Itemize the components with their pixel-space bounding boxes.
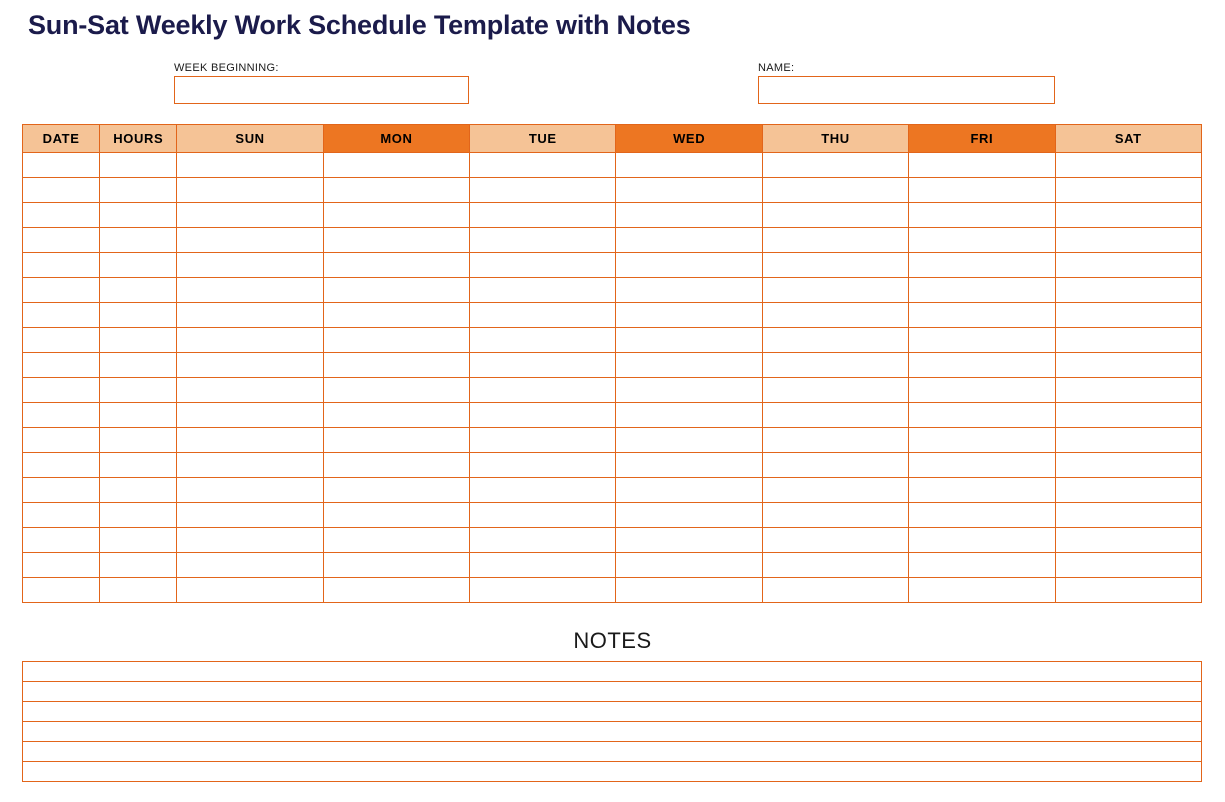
schedule-cell[interactable]	[1055, 153, 1201, 178]
schedule-cell[interactable]	[909, 303, 1055, 328]
schedule-cell[interactable]	[323, 253, 469, 278]
schedule-cell[interactable]	[23, 153, 100, 178]
notes-table-wrapper	[22, 661, 1202, 782]
notes-row	[23, 722, 1202, 742]
schedule-cell[interactable]	[470, 578, 616, 603]
schedule-cell[interactable]	[616, 303, 762, 328]
schedule-cell[interactable]	[909, 353, 1055, 378]
schedule-cell[interactable]	[762, 503, 908, 528]
schedule-cell[interactable]	[616, 428, 762, 453]
schedule-cell[interactable]	[1055, 203, 1201, 228]
schedule-cell[interactable]	[616, 403, 762, 428]
schedule-cell[interactable]	[323, 378, 469, 403]
schedule-cell[interactable]	[323, 503, 469, 528]
schedule-cell[interactable]	[100, 203, 177, 228]
schedule-header-row	[23, 125, 1202, 153]
schedule-cell[interactable]	[323, 553, 469, 578]
schedule-body	[23, 153, 1202, 603]
column-header-wed: WED	[616, 125, 762, 153]
schedule-cell[interactable]	[100, 453, 177, 478]
schedule-cell[interactable]	[100, 278, 177, 303]
schedule-cell[interactable]	[177, 453, 323, 478]
schedule-cell[interactable]	[909, 228, 1055, 253]
schedule-cell[interactable]	[616, 228, 762, 253]
notes-row	[23, 662, 1202, 682]
schedule-cell[interactable]	[470, 353, 616, 378]
schedule-cell[interactable]	[23, 178, 100, 203]
schedule-cell[interactable]	[616, 178, 762, 203]
schedule-cell[interactable]	[909, 478, 1055, 503]
schedule-cell[interactable]	[1055, 378, 1201, 403]
schedule-cell[interactable]	[323, 153, 469, 178]
schedule-cell[interactable]	[762, 353, 908, 378]
schedule-cell[interactable]	[470, 253, 616, 278]
schedule-cell[interactable]	[909, 153, 1055, 178]
notes-line[interactable]	[23, 742, 1202, 762]
schedule-cell[interactable]	[177, 353, 323, 378]
schedule-cell[interactable]	[616, 453, 762, 478]
schedule-cell[interactable]	[470, 303, 616, 328]
schedule-cell[interactable]	[100, 528, 177, 553]
notes-row	[23, 702, 1202, 722]
schedule-cell[interactable]	[177, 553, 323, 578]
schedule-cell[interactable]	[23, 328, 100, 353]
schedule-cell[interactable]	[909, 428, 1055, 453]
column-header-sat: SAT	[1055, 125, 1201, 153]
schedule-cell[interactable]	[616, 203, 762, 228]
table-row	[23, 553, 1202, 578]
table-row	[23, 528, 1202, 553]
schedule-cell[interactable]	[909, 503, 1055, 528]
schedule-cell[interactable]	[323, 228, 469, 253]
schedule-cell[interactable]	[177, 253, 323, 278]
schedule-cell[interactable]	[23, 528, 100, 553]
notes-body	[23, 662, 1202, 782]
schedule-cell[interactable]	[23, 253, 100, 278]
schedule-cell[interactable]	[909, 578, 1055, 603]
schedule-cell[interactable]	[23, 203, 100, 228]
schedule-cell[interactable]	[909, 278, 1055, 303]
column-header-date: DATE	[23, 125, 100, 153]
schedule-cell[interactable]	[23, 353, 100, 378]
schedule-cell[interactable]	[177, 403, 323, 428]
schedule-cell[interactable]	[1055, 528, 1201, 553]
schedule-cell[interactable]	[23, 503, 100, 528]
schedule-cell[interactable]	[762, 178, 908, 203]
schedule-cell[interactable]	[23, 453, 100, 478]
schedule-cell[interactable]	[909, 528, 1055, 553]
schedule-cell[interactable]	[762, 528, 908, 553]
schedule-cell[interactable]	[323, 478, 469, 503]
schedule-cell[interactable]	[23, 278, 100, 303]
schedule-cell[interactable]	[23, 553, 100, 578]
schedule-cell[interactable]	[323, 278, 469, 303]
schedule-cell[interactable]	[1055, 228, 1201, 253]
schedule-cell[interactable]	[909, 253, 1055, 278]
schedule-cell[interactable]	[616, 353, 762, 378]
schedule-cell[interactable]	[177, 303, 323, 328]
schedule-cell[interactable]	[100, 303, 177, 328]
week-beginning-field	[174, 62, 469, 104]
schedule-cell[interactable]	[100, 153, 177, 178]
schedule-cell[interactable]	[762, 153, 908, 178]
schedule-cell[interactable]	[470, 153, 616, 178]
table-row	[23, 328, 1202, 353]
column-header-mon: MON	[323, 125, 469, 153]
notes-heading: NOTES	[573, 628, 652, 653]
schedule-cell[interactable]	[470, 478, 616, 503]
schedule-cell[interactable]	[100, 403, 177, 428]
schedule-cell[interactable]	[23, 428, 100, 453]
table-row	[23, 303, 1202, 328]
schedule-cell[interactable]	[616, 528, 762, 553]
schedule-cell[interactable]	[1055, 278, 1201, 303]
notes-line[interactable]	[23, 662, 1202, 682]
schedule-cell[interactable]	[616, 478, 762, 503]
schedule-cell[interactable]	[1055, 453, 1201, 478]
table-row	[23, 228, 1202, 253]
schedule-cell[interactable]	[470, 553, 616, 578]
schedule-cell[interactable]	[177, 278, 323, 303]
schedule-cell[interactable]	[23, 303, 100, 328]
table-row	[23, 353, 1202, 378]
schedule-cell[interactable]	[616, 153, 762, 178]
schedule-cell[interactable]	[470, 528, 616, 553]
table-row	[23, 478, 1202, 503]
schedule-cell[interactable]	[616, 378, 762, 403]
column-header-fri: FRI	[909, 125, 1055, 153]
column-header-hours: HOURS	[100, 125, 177, 153]
schedule-cell[interactable]	[909, 178, 1055, 203]
schedule-cell[interactable]	[177, 503, 323, 528]
schedule-cell[interactable]	[323, 578, 469, 603]
schedule-cell[interactable]	[616, 253, 762, 278]
schedule-cell[interactable]	[100, 478, 177, 503]
schedule-cell[interactable]	[100, 353, 177, 378]
schedule-cell[interactable]	[177, 228, 323, 253]
schedule-cell[interactable]	[323, 203, 469, 228]
schedule-cell[interactable]	[323, 303, 469, 328]
schedule-cell[interactable]	[100, 553, 177, 578]
column-header-tue: TUE	[470, 125, 616, 153]
schedule-cell[interactable]	[470, 203, 616, 228]
schedule-cell[interactable]	[762, 303, 908, 328]
table-row	[23, 253, 1202, 278]
schedule-cell[interactable]	[470, 228, 616, 253]
schedule-cell[interactable]	[762, 378, 908, 403]
schedule-cell[interactable]	[100, 578, 177, 603]
schedule-cell[interactable]	[470, 178, 616, 203]
page-title: Sun-Sat Weekly Work Schedule Template with Notes	[28, 10, 691, 40]
schedule-cell[interactable]	[762, 203, 908, 228]
schedule-cell[interactable]	[177, 428, 323, 453]
schedule-cell[interactable]	[762, 578, 908, 603]
name-input[interactable]	[758, 76, 1055, 104]
schedule-cell[interactable]	[177, 203, 323, 228]
table-row	[23, 403, 1202, 428]
schedule-cell[interactable]	[100, 428, 177, 453]
schedule-cell[interactable]	[23, 578, 100, 603]
schedule-cell[interactable]	[100, 503, 177, 528]
notes-line[interactable]	[23, 682, 1202, 702]
column-header-sun: SUN	[177, 125, 323, 153]
schedule-cell[interactable]	[470, 403, 616, 428]
schedule-cell[interactable]	[323, 353, 469, 378]
notes-line[interactable]	[23, 762, 1202, 782]
schedule-cell[interactable]	[177, 378, 323, 403]
schedule-cell[interactable]	[470, 453, 616, 478]
schedule-cell[interactable]	[909, 378, 1055, 403]
schedule-cell[interactable]	[177, 328, 323, 353]
schedule-cell[interactable]	[909, 453, 1055, 478]
schedule-cell[interactable]	[1055, 253, 1201, 278]
schedule-cell[interactable]	[323, 453, 469, 478]
schedule-cell[interactable]	[1055, 578, 1201, 603]
schedule-cell[interactable]	[616, 278, 762, 303]
column-header-thu: THU	[762, 125, 908, 153]
schedule-cell[interactable]	[470, 328, 616, 353]
schedule-cell[interactable]	[1055, 478, 1201, 503]
schedule-cell[interactable]	[177, 153, 323, 178]
schedule-cell[interactable]	[909, 203, 1055, 228]
schedule-cell[interactable]	[1055, 428, 1201, 453]
schedule-cell[interactable]	[177, 478, 323, 503]
schedule-cell[interactable]	[1055, 503, 1201, 528]
table-row	[23, 378, 1202, 403]
notes-line[interactable]	[23, 702, 1202, 722]
schedule-cell[interactable]	[23, 228, 100, 253]
schedule-cell[interactable]	[909, 403, 1055, 428]
schedule-cell[interactable]	[177, 178, 323, 203]
schedule-cell[interactable]	[470, 503, 616, 528]
schedule-cell[interactable]	[762, 228, 908, 253]
schedule-cell[interactable]	[323, 328, 469, 353]
schedule-cell[interactable]	[100, 178, 177, 203]
schedule-cell[interactable]	[762, 328, 908, 353]
table-row	[23, 503, 1202, 528]
schedule-cell[interactable]	[762, 553, 908, 578]
schedule-cell[interactable]	[23, 478, 100, 503]
schedule-cell[interactable]	[470, 428, 616, 453]
schedule-cell[interactable]	[616, 328, 762, 353]
name-field	[758, 62, 1055, 104]
schedule-cell[interactable]	[100, 378, 177, 403]
schedule-cell[interactable]	[1055, 353, 1201, 378]
schedule-cell[interactable]	[1055, 553, 1201, 578]
schedule-cell[interactable]	[323, 403, 469, 428]
schedule-cell[interactable]	[1055, 178, 1201, 203]
schedule-cell[interactable]	[100, 328, 177, 353]
table-row	[23, 153, 1202, 178]
schedule-cell[interactable]	[1055, 328, 1201, 353]
notes-table	[22, 661, 1202, 782]
schedule-cell[interactable]	[616, 503, 762, 528]
schedule-cell[interactable]	[1055, 303, 1201, 328]
table-row	[23, 453, 1202, 478]
table-row	[23, 203, 1202, 228]
schedule-cell[interactable]	[616, 553, 762, 578]
schedule-cell[interactable]	[762, 278, 908, 303]
notes-row	[23, 762, 1202, 782]
schedule-cell[interactable]	[100, 228, 177, 253]
table-row	[23, 428, 1202, 453]
schedule-table	[22, 124, 1202, 603]
schedule-cell[interactable]	[1055, 403, 1201, 428]
notes-row	[23, 682, 1202, 702]
schedule-cell[interactable]	[909, 553, 1055, 578]
notes-line[interactable]	[23, 722, 1202, 742]
schedule-cell[interactable]	[323, 178, 469, 203]
schedule-cell[interactable]	[100, 253, 177, 278]
schedule-cell[interactable]	[762, 428, 908, 453]
schedule-cell[interactable]	[23, 378, 100, 403]
schedule-cell[interactable]	[909, 328, 1055, 353]
name-label: NAME:	[758, 62, 795, 74]
table-row	[23, 178, 1202, 203]
schedule-cell[interactable]	[762, 253, 908, 278]
schedule-cell[interactable]	[470, 278, 616, 303]
schedule-cell[interactable]	[177, 528, 323, 553]
table-row	[23, 578, 1202, 603]
schedule-cell[interactable]	[323, 428, 469, 453]
schedule-cell[interactable]	[23, 403, 100, 428]
schedule-cell[interactable]	[762, 478, 908, 503]
table-row	[23, 278, 1202, 303]
schedule-cell[interactable]	[762, 403, 908, 428]
schedule-cell[interactable]	[762, 453, 908, 478]
schedule-cell[interactable]	[323, 528, 469, 553]
schedule-table-wrapper	[22, 124, 1202, 603]
week-beginning-label: WEEK BEGINNING:	[174, 62, 279, 74]
schedule-cell[interactable]	[616, 578, 762, 603]
schedule-cell[interactable]	[177, 578, 323, 603]
week-beginning-input[interactable]	[174, 76, 469, 104]
notes-row	[23, 742, 1202, 762]
schedule-cell[interactable]	[470, 378, 616, 403]
